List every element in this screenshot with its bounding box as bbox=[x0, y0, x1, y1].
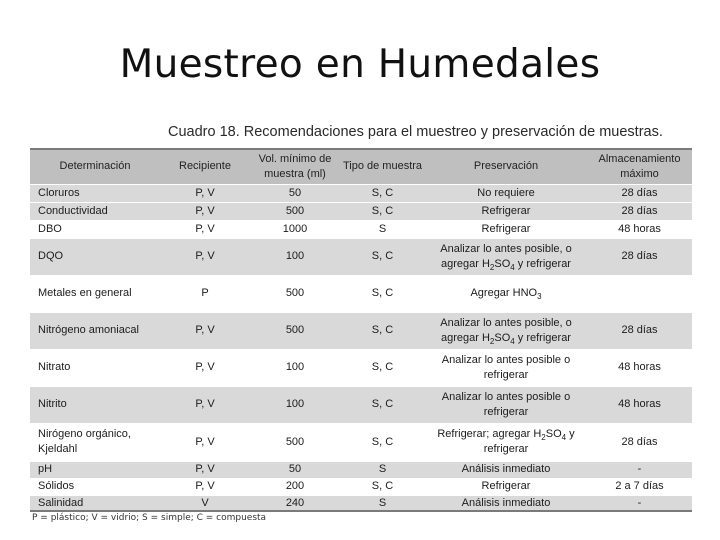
cell-almacenamiento: 28 días bbox=[587, 312, 692, 349]
table-bottom-rule bbox=[30, 510, 692, 512]
subscript: 3 bbox=[537, 292, 542, 302]
cell-almacenamiento: 48 horas bbox=[587, 349, 692, 386]
cell-preservacion bbox=[425, 386, 587, 423]
cell-volumen: 50 bbox=[250, 461, 340, 478]
cell-tipo: S, C bbox=[340, 202, 425, 220]
preservacion-line-1c: y bbox=[566, 428, 575, 440]
cell-volumen: 100 bbox=[250, 238, 340, 275]
cell-almacenamiento: 28 días bbox=[587, 202, 692, 220]
cell-determinacion: DQO bbox=[30, 238, 160, 275]
cell-tipo: S, C bbox=[340, 275, 425, 312]
subscript: 4 bbox=[561, 433, 567, 443]
cell-almacenamiento: 28 días bbox=[587, 238, 692, 275]
table-row bbox=[30, 312, 692, 349]
preservacion-line-1b: SO bbox=[545, 428, 562, 440]
table-header-row bbox=[30, 150, 692, 184]
cell-almacenamiento: 28 días bbox=[587, 423, 692, 461]
cell-recipiente: P, V bbox=[160, 478, 250, 495]
table-row bbox=[30, 220, 692, 238]
cell-almacenamiento: 28 días bbox=[587, 184, 692, 202]
cell-tipo: S bbox=[340, 495, 425, 512]
table-row bbox=[30, 461, 692, 478]
header-determinacion: Determinación bbox=[30, 150, 160, 184]
table-row bbox=[30, 238, 692, 275]
cell-tipo: S, C bbox=[340, 238, 425, 275]
cell-volumen: 500 bbox=[250, 275, 340, 312]
preservacion-line-2: refrigerar bbox=[483, 443, 529, 455]
preservacion-line-2: agregar H bbox=[441, 257, 490, 270]
header-tipo: Tipo de muestra bbox=[340, 150, 425, 184]
cell-preservacion bbox=[425, 275, 587, 312]
cell-recipiente: P, V bbox=[160, 238, 250, 275]
preservacion-line-2: refrigerar bbox=[483, 368, 529, 381]
cell-determinacion: Nitrito bbox=[30, 386, 160, 423]
preservacion-line-1: Analizar lo antes posible, o bbox=[440, 242, 572, 255]
subscript: 4 bbox=[510, 336, 515, 346]
cell-almacenamiento: 48 horas bbox=[587, 386, 692, 423]
header-volumen: Vol. mínimo de muestra (ml) bbox=[250, 150, 340, 184]
cell-tipo: S, C bbox=[340, 478, 425, 495]
header-almacenamiento: Almacenamiento máximo bbox=[587, 150, 692, 184]
table-row bbox=[30, 202, 692, 220]
cell-preservacion: Análisis inmediato bbox=[425, 461, 587, 478]
cell-preservacion: No requiere bbox=[425, 184, 587, 202]
determinacion-line-2: Kjeldahl bbox=[38, 443, 78, 455]
cell-volumen: 500 bbox=[250, 423, 340, 461]
cell-recipiente: P, V bbox=[160, 220, 250, 238]
table-footnote: P = plástico; V = vidrio; S = simple; C = compuesta bbox=[32, 513, 267, 523]
preservacion-line-2c: y refrigerar bbox=[514, 331, 571, 344]
preservacion-line-2: refrigerar bbox=[483, 405, 529, 418]
cell-determinacion: Salinidad bbox=[30, 495, 160, 512]
cell-recipiente: P, V bbox=[160, 461, 250, 478]
cell-almacenamiento: 2 a 7 días bbox=[587, 478, 692, 495]
preservacion-line-1: Agregar HNO bbox=[470, 287, 538, 299]
cell-determinacion: Nitrato bbox=[30, 349, 160, 386]
table-caption: Cuadro 18. Recomendaciones para el muestreo y preservación de muestras. bbox=[168, 124, 663, 140]
cell-almacenamiento: - bbox=[587, 461, 692, 478]
cell-volumen: 50 bbox=[250, 184, 340, 202]
cell-volumen: 200 bbox=[250, 478, 340, 495]
recommendations-table bbox=[30, 150, 692, 513]
cell-recipiente: V bbox=[160, 495, 250, 512]
table-row bbox=[30, 184, 692, 202]
cell-recipiente: P bbox=[160, 275, 250, 312]
subscript: 2 bbox=[541, 433, 546, 443]
cell-preservacion: Refrigerar bbox=[425, 220, 587, 238]
cell-volumen: 500 bbox=[250, 202, 340, 220]
preservacion-line-2: agregar H bbox=[441, 331, 490, 344]
cell-tipo: S bbox=[340, 220, 425, 238]
preservacion-line-1: Analizar lo antes posible o bbox=[441, 353, 571, 366]
cell-preservacion bbox=[425, 349, 587, 386]
table-row bbox=[30, 275, 692, 312]
cell-recipiente: P, V bbox=[160, 423, 250, 461]
cell-preservacion: Análisis inmediato bbox=[425, 495, 587, 512]
cell-tipo: S, C bbox=[340, 349, 425, 386]
subscript: 4 bbox=[510, 262, 515, 272]
cell-volumen: 240 bbox=[250, 495, 340, 512]
cell-recipiente: P, V bbox=[160, 202, 250, 220]
cell-preservacion: Refrigerar bbox=[425, 478, 587, 495]
cell-preservacion bbox=[425, 312, 587, 349]
cell-tipo: S, C bbox=[340, 386, 425, 423]
cell-preservacion: Refrigerar bbox=[425, 202, 587, 220]
cell-almacenamiento bbox=[587, 275, 692, 312]
cell-determinacion: DBO bbox=[30, 220, 160, 238]
cell-almacenamiento: 48 horas bbox=[587, 220, 692, 238]
table-row bbox=[30, 386, 692, 423]
cell-determinacion bbox=[30, 423, 160, 461]
header-recipiente: Recipiente bbox=[160, 150, 250, 184]
cell-recipiente: P, V bbox=[160, 312, 250, 349]
preservacion-line-1: Analizar lo antes posible, o bbox=[440, 316, 572, 329]
subscript: 2 bbox=[489, 262, 495, 272]
preservacion-line-2b: SO bbox=[494, 331, 511, 344]
cell-determinacion: Conductividad bbox=[30, 202, 160, 220]
cell-recipiente: P, V bbox=[160, 184, 250, 202]
cell-recipiente: P, V bbox=[160, 349, 250, 386]
preservacion-line-1: Analizar lo antes posible o bbox=[441, 390, 571, 403]
cell-determinacion: Nitrógeno amoniacal bbox=[30, 312, 160, 349]
cell-determinacion: Metales en general bbox=[30, 275, 160, 312]
cell-tipo: S bbox=[340, 461, 425, 478]
subscript: 2 bbox=[489, 336, 495, 346]
cell-volumen: 500 bbox=[250, 312, 340, 349]
preservacion-line-2c: y refrigerar bbox=[514, 257, 571, 270]
cell-determinacion: Cloruros bbox=[30, 184, 160, 202]
table-row bbox=[30, 478, 692, 495]
preservacion-line-1: Refrigerar; agregar H bbox=[437, 428, 542, 440]
cell-recipiente: P, V bbox=[160, 386, 250, 423]
preservacion-line-2b: SO bbox=[494, 257, 511, 270]
slide-title: Muestreo en Humedales bbox=[119, 42, 601, 87]
cell-preservacion bbox=[425, 238, 587, 275]
table-row bbox=[30, 349, 692, 386]
cell-almacenamiento: - bbox=[587, 495, 692, 512]
cell-tipo: S, C bbox=[340, 184, 425, 202]
cell-volumen: 100 bbox=[250, 349, 340, 386]
cell-volumen: 1000 bbox=[250, 220, 340, 238]
table-row bbox=[30, 423, 692, 461]
cell-tipo: S, C bbox=[340, 423, 425, 461]
cell-tipo: S, C bbox=[340, 312, 425, 349]
cell-determinacion: pH bbox=[30, 461, 160, 478]
header-preservacion: Preservación bbox=[425, 150, 587, 184]
cell-determinacion: Sólidos bbox=[30, 478, 160, 495]
cell-preservacion bbox=[425, 423, 587, 461]
determinacion-line-1: Nirógeno orgánico, bbox=[38, 428, 131, 440]
cell-volumen: 100 bbox=[250, 386, 340, 423]
